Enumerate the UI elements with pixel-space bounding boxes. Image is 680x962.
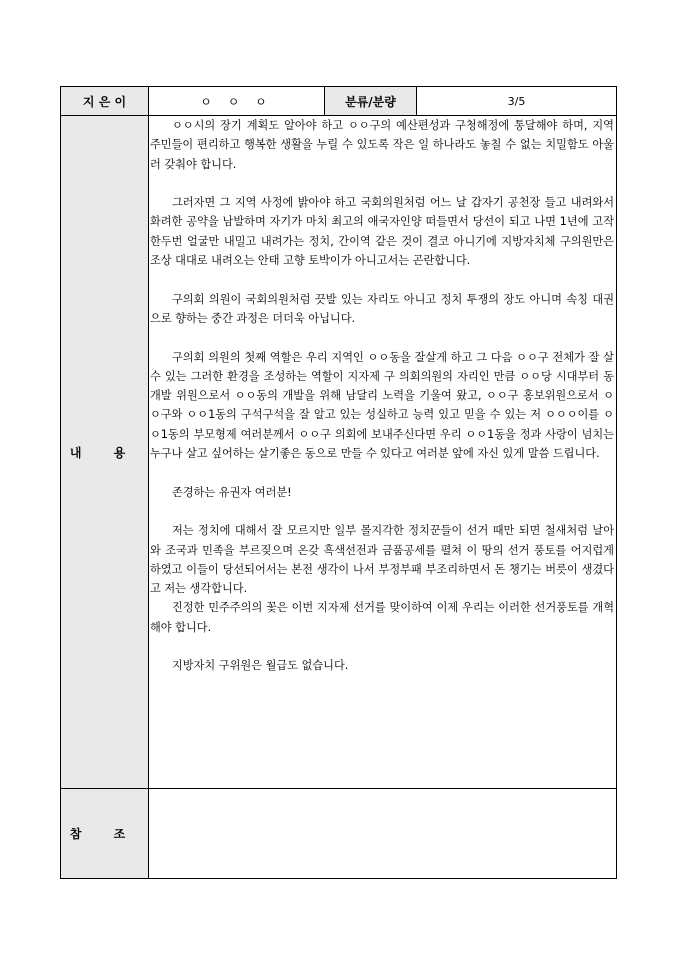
paragraph-8: 지방자치 구위원은 월급도 없습니다. [172,659,349,673]
content-row [61,116,616,789]
paragraph-3: 구의회 의원이 국회의원처럼 끗발 있는 자리도 아니고 정치 투쟁의 장도 아니며 속칭 대권으로 향하는 중간 과정은 더더욱 아닙니다. [150,292,614,325]
classification-label: 분류/분량 [325,87,417,115]
content-body [149,116,616,788]
author-value: ㅇ ㅇ ㅇ [149,87,325,115]
paragraph-4: 구의회 의원의 첫째 역할은 우리 지역인 ㅇㅇ동을 잘살게 하고 그 다음 ㅇㅇ구 전체가 잘 살수 있는 그러한 환경을 조성하는 역할이 지자제 구 의회의원의 자리인 만큼 ㅇㅇ당 시대부터 동 개발 위원으로서 ㅇㅇ동의 개발을 위해 남달리 노력을 기울여 왔고, ㅇㅇ구 홍보위원으로서 ㅇㅇ구와 ㅇㅇ1동의 구석구석을 잘 알고 있는 성실하고 능력 있고 믿을 수 있는 저 ㅇㅇㅇ이를 ㅇㅇ1동의 부모형제 여러분께서 ㅇㅇ구 의회에 보내주신다면 우리 ㅇㅇ1동을 정과 사랑이 넘치는 누구나 살고 싶어하는 살기좋은 동으로 만들 수 있다고 여러분 앞에 자신 있게 말씀 드립니다. [150,350,614,461]
paragraph-5: 존경하는 유권자 여러분! [172,485,292,499]
paragraph-6: 저는 정치에 대해서 잘 모르지만 일부 몰지각한 정치꾼들이 선거 때만 되면 철새처럼 날아와 조국과 민족을 부르짖으며 온갖 흑색선전과 금품공세를 펼쳐 이 땅의 선거 풍토를 어지럽게 하였고 이들이 당선되어서는 본전 생각이 나서 부정부패 부조리하면서 돈 챙기는 버릇이 생겼다고 저는 생각합니다. [150,524,614,596]
paragraph-2: 그러자면 그 지역 사정에 밝아야 하고 국회의원처럼 어느 날 갑자기 공천장 들고 내려와서 화려한 공약을 남발하며 자기가 마치 최고의 애국자인양 떠들면서 당선이 되고 나면 1년에 고작 한두번 얼굴만 내밀고 내려가는 정치, 간이역 같은 것이 결코 아니기에 지방자치체 구의원만은 조상 대대로 내려오는 안태 고향 토박이가 아니고서는 곤란합니다. [150,196,614,268]
paragraph-7: 진정한 민주주의의 꽃은 이번 지자제 선거를 맞이하여 이제 우리는 이러한 선거풍토를 개혁해야 합니다. [150,601,614,634]
author-label: 지 은 이 [61,87,149,115]
reference-body [149,789,616,878]
header-row [61,87,616,116]
speech-form-table [60,86,617,879]
reference-row [61,789,616,878]
classification-value: 3/5 [507,94,526,108]
paragraph-1: ㅇㅇ시의 장기 계획도 알아야 하고 ㅇㅇ구의 예산편성과 구청해정에 통달해야 하며, 지역 주민들이 편리하고 행복한 생활을 누릴 수 있도록 작은 일 하나라도 놓칠 수 없는 치밀함도 아울러 갖춰야 합니다. [150,119,614,171]
reference-label: 참 조 [61,789,149,878]
content-label: 내 용 [61,116,149,788]
